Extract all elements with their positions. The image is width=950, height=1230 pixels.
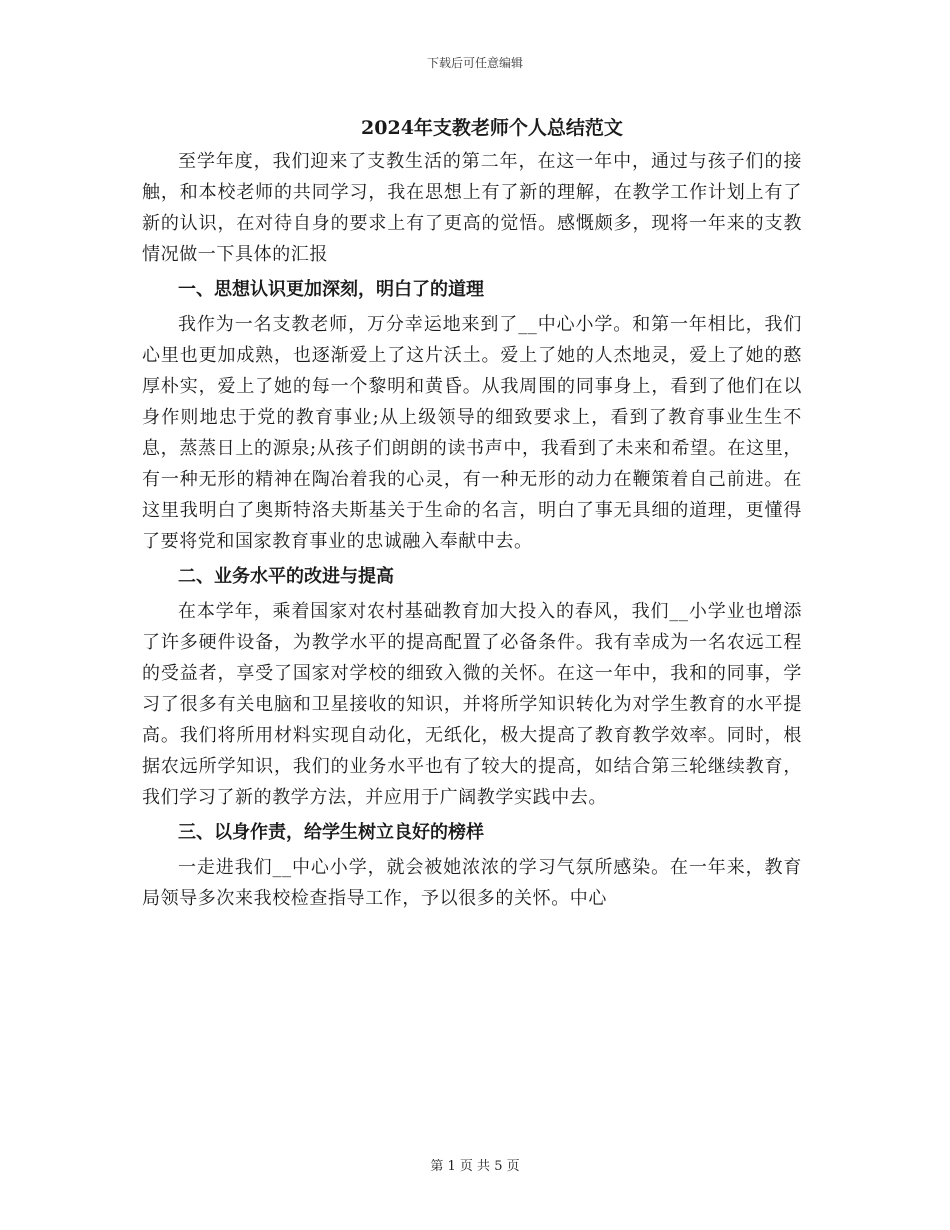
section-body-3: 一走进我们__中心小学，就会被她浓浓的学习气氛所感染。在一年来，教育局领导多次来我校检查指导工作，予以很多的关怀。中心	[142, 857, 802, 909]
page-header: 下载后可任意编辑	[426, 56, 523, 70]
document-content	[142, 110, 802, 914]
section-body-1: 我作为一名支教老师，万分幸运地来到了__中心小学。和第一年相比，我们心里也更加成熟，也逐渐爱上了这片沃土。爱上了她的人杰地灵，爱上了她的憨厚朴实，爱上了她的每一个黎明和黄昏。从我周围的同事身上，看到了他们在以身作则地忠于党的教育事业;从上级领导的细致要求上，看到了教育事业生生不息，蒸蒸日上的源泉;从孩子们朗朗的读书声中，我看到了未来和希望。在这里，有一种无形的精神在陶冶着我的心灵，有一种无形的动力在鞭策着自己前进。在这里我明白了奥斯特洛夫斯基关于生命的名言，明白了事无具细的道理，更懂得了要将党和国家教育事业的忠诚融入奉献中去。	[142, 314, 802, 552]
section-heading-2: 二、业务水平的改进与提高	[178, 566, 394, 587]
section-heading-1: 一、思想认识更加深刻，明白了的道理	[178, 279, 484, 300]
section-heading-3: 三、以身作责，给学生树立良好的榜样	[178, 822, 484, 843]
page-footer: 第 1 页 共 5 页	[430, 1159, 520, 1174]
section-body-2: 在本学年，乘着国家对农村基础教育加大投入的春风，我们__小学业也增添了许多硬件设备，为教学水平的提高配置了必备条件。我有幸成为一名农远工程的受益者，享受了国家对学校的细致入微的关怀。在这一年中，我和的同事，学习了很多有关电脑和卫星接收的知识，并将所学知识转化为对学生教育的水平提高。我们将所用材料实现自动化，无纸化，极大提高了教育教学效率。同时，根据农远所学知识，我们的业务水平也有了较大的提高，如结合第三轮继续教育，我们学习了新的教学方法，并应用于广阔教学实践中去。	[142, 601, 802, 808]
intro-paragraph: 至学年度，我们迎来了支教生活的第二年，在这一年中，通过与孩子们的接触，和本校老师的共同学习，我在思想上有了新的理解，在教学工作计划上有了新的认识，在对待自身的要求上有了更高的觉悟。感慨颇多，现将一年来的支教情况做一下具体的汇报	[142, 151, 802, 265]
document-title: 2024年支教老师个人总结范文	[361, 117, 623, 139]
